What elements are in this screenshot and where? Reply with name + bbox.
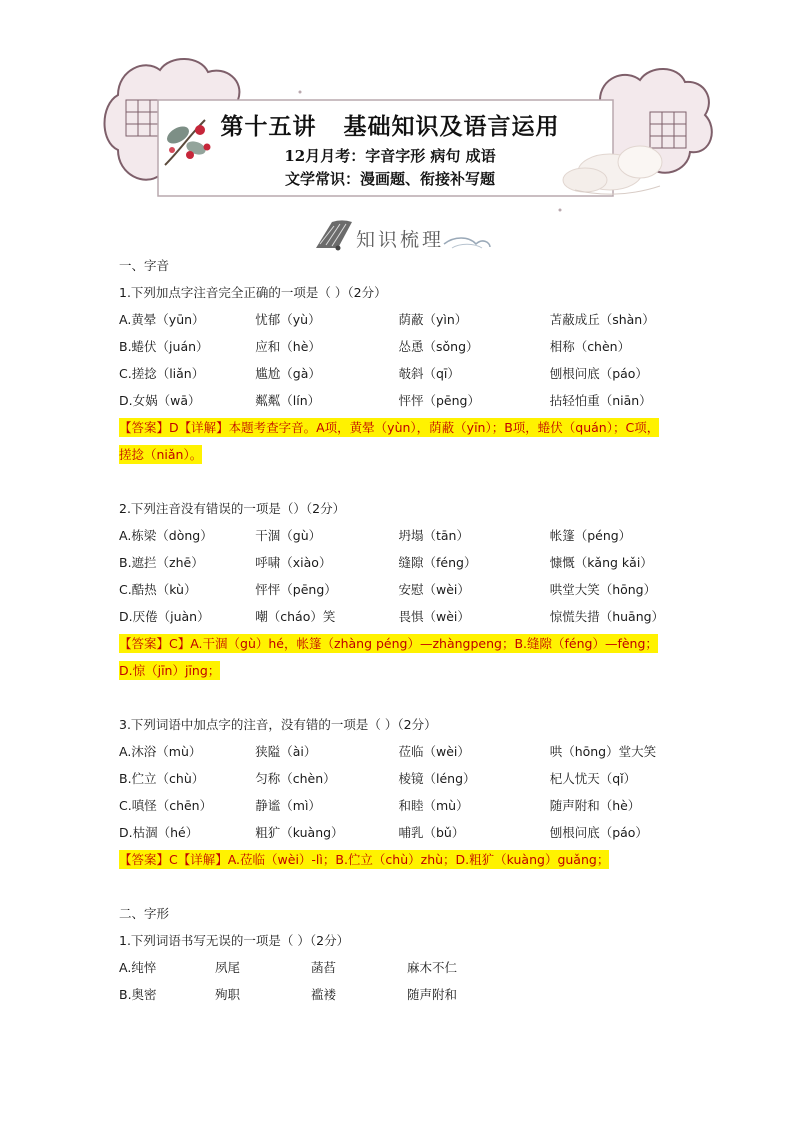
- option-item: A.纯悴: [119, 960, 157, 975]
- question-stem: 1.下列加点字注音完全正确的一项是（ ）（2分）: [119, 285, 387, 300]
- header-banner: [0, 0, 794, 260]
- answer-block: [119, 846, 664, 873]
- option-item: 夙尾: [215, 960, 241, 975]
- option-item: 呼啸（xiào）: [255, 555, 332, 570]
- option-item: B.蜷伏（juán）: [119, 339, 209, 354]
- option-item: 怂恿（sǒng）: [398, 339, 479, 354]
- option-item: 相称（chèn）: [549, 339, 631, 354]
- option-row: [119, 981, 679, 1008]
- option-item: 菡萏: [311, 960, 337, 975]
- option-item: 麻木不仁: [407, 960, 458, 975]
- option-item: 刨根问底（páo）: [549, 366, 648, 381]
- option-item: 慷慨（kǎng kǎi）: [549, 555, 653, 570]
- option-item: 怦怦（pēng）: [255, 582, 337, 597]
- option-row: [119, 765, 679, 792]
- option-item: D.女娲（wā）: [119, 393, 201, 408]
- option-item: 随声附和（hè）: [549, 798, 641, 813]
- question-stem: 3.下列词语中加点字的注音，没有错的一项是（ ）（2分）: [119, 717, 437, 732]
- option-item: 帐篷（péng）: [549, 528, 632, 543]
- option-item: 匀称（chèn）: [255, 771, 336, 786]
- option-row: [119, 954, 679, 981]
- section-badge: [304, 214, 494, 254]
- option-item: 刨根问底（páo）: [549, 825, 648, 840]
- option-item: 惊慌失措（huāng）: [549, 609, 665, 624]
- title-block: [160, 108, 620, 189]
- option-row: [119, 333, 679, 360]
- option-item: 杞人忧天（qǐ）: [549, 771, 637, 786]
- answer-block: [119, 630, 664, 684]
- option-item: 棱镜（léng）: [398, 771, 476, 786]
- answer-text: 【答案】D【详解】本题考查字音。A项，黄晕（yùn），荫蔽（yīn）；B项，蜷伏（quán）；C项，搓捻（niǎn）。: [119, 420, 660, 462]
- option-item: 应和（hè）: [255, 339, 321, 354]
- option-item: 狭隘（ài）: [255, 744, 317, 759]
- option-item: 静谧（mì）: [255, 798, 321, 813]
- option-item: 苫蔽成丘（shàn）: [549, 312, 655, 327]
- page-subtitle: 12月月考：字音字形 病句 成语: [284, 147, 496, 165]
- question-stem: 1.下列词语书写无误的一项是（ ）（2分）: [119, 933, 350, 948]
- option-item: D.厌倦（juàn）: [119, 609, 210, 624]
- option-item: 拈轻怕重（niān）: [549, 393, 652, 408]
- option-item: 褴褛: [311, 987, 337, 1002]
- section-title-glyphs: 二、字形: [119, 906, 170, 921]
- option-item: C.搓捻（liǎn）: [119, 366, 205, 381]
- option-item: 安慰（wèi）: [398, 582, 470, 597]
- section-title-pronunciation: 一、字音: [119, 258, 170, 273]
- option-item: C.嗔怪（chēn）: [119, 798, 213, 813]
- option-item: 殉职: [215, 987, 241, 1002]
- page-subtitle-2: 文学常识：漫画题、衔接补写题: [284, 170, 495, 188]
- option-item: 忧郁（yù）: [255, 312, 321, 327]
- option-item: 怦怦（pēng）: [398, 393, 480, 408]
- option-item: B.奥密: [119, 987, 157, 1002]
- option-row: [119, 549, 679, 576]
- option-row: [119, 819, 679, 846]
- option-item: 莅临（wèi）: [398, 744, 470, 759]
- option-item: 哄堂大笑（hōng）: [549, 582, 657, 597]
- option-item: 干涸（gù）: [255, 528, 322, 543]
- option-row: [119, 576, 679, 603]
- option-item: 缝隙（féng）: [398, 555, 477, 570]
- option-item: 尴尬（gà）: [255, 366, 321, 381]
- option-row: [119, 360, 679, 387]
- option-item: A.沐浴（mù）: [119, 744, 202, 759]
- option-row: [119, 738, 679, 765]
- option-item: 攲斜（qī）: [398, 366, 460, 381]
- option-item: A.黄晕（yūn）: [119, 312, 205, 327]
- option-item: 坍塌（tān）: [398, 528, 469, 543]
- option-row: [119, 522, 679, 549]
- option-item: 和睦（mù）: [398, 798, 469, 813]
- option-item: 哄（hōng）堂大笑: [549, 744, 657, 759]
- option-item: 随声附和: [407, 987, 458, 1002]
- option-item: B.伫立（chù）: [119, 771, 205, 786]
- option-item: D.枯涸（hé）: [119, 825, 199, 840]
- answer-text: 【答案】C【详解】A.莅临（wèi）-lì；B.伫立（chù）zhù；D.粗犷（kuàng）guǎng；: [119, 852, 610, 867]
- option-row: [119, 603, 679, 630]
- option-row: [119, 306, 679, 333]
- option-item: 畏惧（wèi）: [398, 609, 470, 624]
- option-item: A.栋梁（dòng）: [119, 528, 213, 543]
- answer-block: [119, 414, 664, 468]
- document-body: [119, 252, 679, 1008]
- option-item: 粗犷（kuàng）: [255, 825, 344, 840]
- option-item: 荫蔽（yìn）: [398, 312, 468, 327]
- option-item: 粼粼（lín）: [255, 393, 321, 408]
- question-stem: 2.下列注音没有错误的一项是（）（2分）: [119, 501, 346, 516]
- option-row: [119, 792, 679, 819]
- option-item: C.酷热（kù）: [119, 582, 197, 597]
- option-item: 哺乳（bǔ）: [398, 825, 465, 840]
- section-badge-label: 知识梳理: [356, 229, 445, 251]
- option-item: B.遮拦（zhē）: [119, 555, 204, 570]
- option-row: [119, 387, 679, 414]
- option-item: 嘲（cháo）笑: [255, 609, 336, 624]
- answer-text: 【答案】C】A.干涸（gù）hé，帐篷（zhàng péng）—zhàngpeng；B.缝隙（féng）—fèng；D.惊（jīn）jīng；: [119, 636, 658, 678]
- page-title: 第十五讲 基础知识及语言运用: [220, 113, 560, 140]
